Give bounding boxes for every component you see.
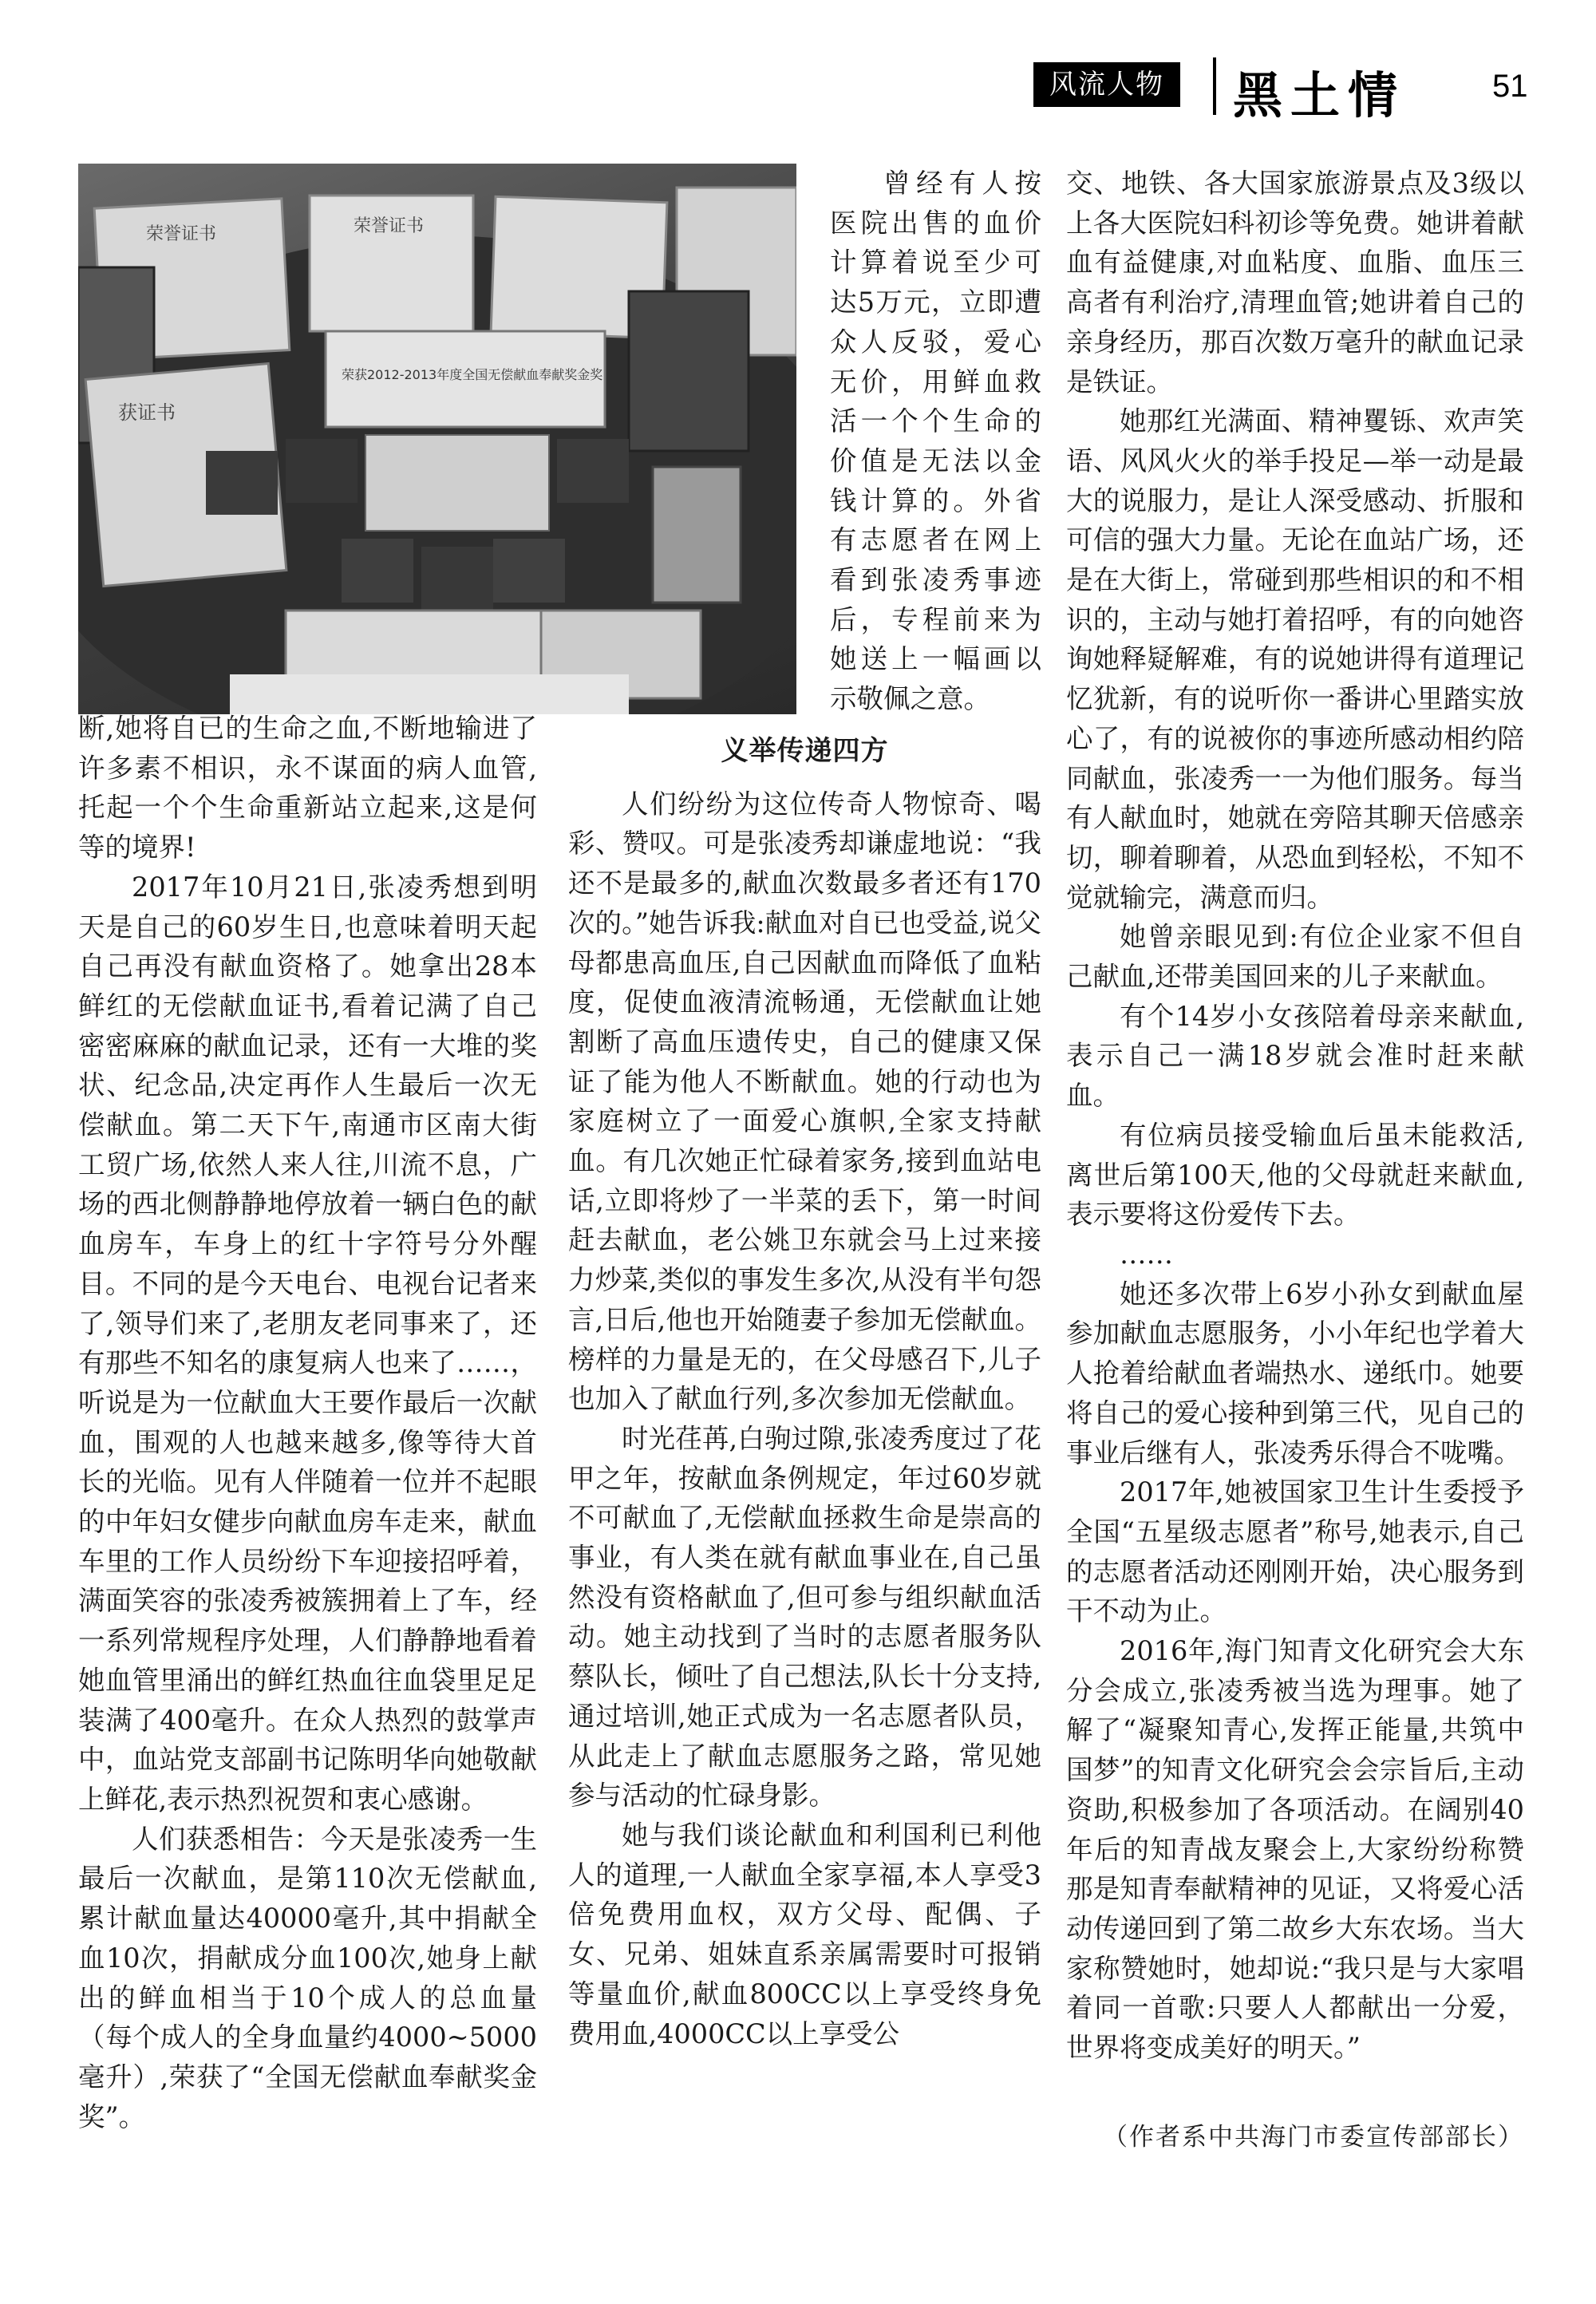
certificate-title-2: 荣誉证书	[354, 216, 425, 236]
paragraph: 人们纷纷为这位传奇人物惊奇、喝彩、赞叹。可是张凌秀却谦虚地说：“我还不是最多的,献血次数最多者还有170次的。”她告诉我:献血对自已也受益,说父母都患高血压,自己因献血而降低了血粘度，促使血液清流畅通，无偿献血让她割断了高血压遗传史，自己的健康又保证了能为他人不断献血。她的行动也为家庭树立了一面爱心旗帜,全家支持献血。有几次她正忙碌着家务,接到血站电话,立即将炒了一半菜的丢下，第一时间赶去献血，老公姚卫东就会马上过来接力炒菜,类似的事发生多次,从没有半句怨言,日后,他也开始随妻子参加无偿献血。榜样的力量是无的，在父母感召下,儿子也加入了献血行列,多次参加无偿献血。	[568, 788, 1041, 1415]
paragraph: 交、地铁、各大国家旅游景点及3级以上各大医院妇科初诊等免费。她讲着献血有益健康,对血粘度、血脂、血压三高者有利治疗,清理血管;她讲着自己的亲身经历，那百次数万毫升的献血记录是铁证。	[1066, 168, 1524, 397]
paragraph: 2017年,她被国家卫生计生委授予全国“五星级志愿者”称号,她表示,自己的志愿者活动还刚刚开始，决心服务到干不动为止。	[1066, 1476, 1524, 1627]
certificates-photo	[78, 164, 796, 714]
paragraph: 她与我们谈论献血和利国利已利他人的道理,一人献血全家享福,本人享受3倍免费用血权，双方父母、配偶、子女、兄弟、姐妹直系亲属需要时可报销等量血价,献血800CC以上享受终身免费用血,4000CC以上享受公	[568, 1819, 1041, 2049]
page-number: 51	[1492, 69, 1528, 104]
author-note: （作者系中共海门市委宣传部部长）	[1103, 2123, 1524, 2152]
certificate-title-3: 获证书	[118, 401, 176, 424]
paragraph: 有位病员接受输血后虽未能救活,离世后第100天,他的父母就赶来献血,表示要将这份爱传下去。	[1066, 1119, 1524, 1231]
paragraph: 2016年,海门知青文化研究会大东分会成立,张凌秀被当选为理事。她了解了“凝聚知青心,发挥正能量,共筑中国梦”的知青文化研究会会宗旨后,主动资助,积极参加了各项活动。在阔别40年后的知青战友聚会上,大家纷纷称赞那是知青奉献精神的见证，又将爱心活动传递回到了第二故乡大东农场。当大家称赞她时，她却说:“我只是与大家唱着同一首歌:只要人人都献出一分爱，世界将变成美好的明天。”	[1066, 1635, 1524, 2064]
section-header	[1033, 57, 1217, 121]
paragraph: 曾经有人按医院出售的血价计算着说至少可达5万元，立即遭众人反驳，爱心无价，用鲜血救活一个个生命的价值是无法以金钱计算的。外省有志愿者在网上看到张凌秀事迹后，专程前来为她送上一幅画以示敬佩之意。	[830, 168, 1041, 715]
column-2-top	[830, 164, 1041, 719]
paragraph: 她曾亲眼见到:有位企业家不但自己献血,还带美国回来的儿子来献血。	[1066, 921, 1524, 993]
paragraph: 断,她将自已的生命之血,不断地输进了许多素不相识，永不谋面的病人血管,托起一个个生命重新站立起来,这是何等的境界!	[78, 713, 537, 864]
magazine-name: 黑土情	[1233, 66, 1406, 124]
certificate-title-1: 荣誉证书	[146, 224, 217, 244]
section-subheading: 义举传递四方	[721, 735, 889, 767]
paragraph: 2017年10月21日,张凌秀想到明天是自己的60岁生日,也意味着明天起自己再没有献血资格了。她拿出28本鲜红的无偿献血证书,看着记满了自己密密麻麻的献血记录，还有一大堆的奖状、纪念品,决定再作人生最后一次无偿献血。第二天下午,南通市区南大街工贸广场,依然人来人往,川流不息，广场的西北侧静静地停放着一辆白色的献血房车，车身上的红十字符号分外醒目。不同的是今天电台、电视台记者来了,领导们来了,老朋友老同事来了，还有那些不知名的康复病人也来了……，听说是为一位献血大王要作最后一次献血，围观的人也越来越多,像等待大首长的光临。见有人伴随着一位并不起眼的中年妇女健步向献血房车走来，献血车里的工作人员纷纷下车迎接招呼着，满面笑容的张凌秀被簇拥着上了车，经一系列常规程序处理，人们静静地看着她血管里涌出的鲜红热血往血袋里足足装满了400毫升。在众人热烈的鼓掌声中，血站党支部副书记陈明华向她敬献上鲜花,表示热烈祝贺和衷心感谢。	[78, 871, 537, 1815]
paragraph: ……	[1120, 1238, 1173, 1270]
section-label: 风流人物	[1033, 62, 1180, 107]
column-2	[568, 722, 1041, 2053]
paragraph: 时光荏苒,白驹过隙,张凌秀度过了花甲之年，按献血条例规定，年过60岁就不可献血了,无偿献血拯救生命是崇高的事业，有人类在就有献血事业在,自己虽然没有资格献血了,但可参与组织献血活动。她主动找到了当时的志愿者服务队蔡队长，倾吐了自己想法,队长十分支持,通过培训,她正式成为一名志愿者队员，从此走上了献血志愿服务之路，常见她参与活动的忙碌身影。	[568, 1422, 1041, 1812]
column-3	[1066, 164, 1524, 2068]
header-divider	[1213, 57, 1216, 115]
paragraph: 她那红光满面、精神矍铄、欢声笑语、风风火火的举手投足—举一动是最大的说服力，是让人深受感动、折服和可信的强大力量。无论在血站广场，还是在大街上，常碰到那些相识的和不相识的，主动与她打着招呼，有的向她咨询她释疑解难，有的说她讲得有道理记忆犹新，有的说听你一番讲心里踏实放心了，有的说被你的事迹所感动相约陪同献血，张凌秀一一为他们服务。每当有人献血时，她就在旁陪其聊天倍感亲切，聊着聊着，从恐血到轻松，不知不觉就输完，满意而归。	[1066, 405, 1524, 913]
paragraph: 她还多次带上6岁小孙女到献血屋参加献血志愿服务，小小年纪也学着大人抢着给献血者端热水、递纸巾。她要将自己的爱心接种到第三代，见自己的事业后继有人，张凌秀乐得合不咙嘴。	[1066, 1278, 1524, 1468]
column-1	[78, 709, 537, 2136]
paragraph: 有个14岁小女孩陪着母亲来献血,表示自己一满18岁就会准时赶来献血。	[1066, 1000, 1524, 1112]
certificates-illustration	[78, 164, 796, 714]
certificate-text: 荣获2012-2013年度全国无偿献血奉献奖金奖	[342, 367, 603, 382]
paragraph: 人们获悉相告：今天是张凌秀一生最后一次献血，是第110次无偿献血,累计献血量达40000毫升,其中捐献全血10次，捐献成分血100次,她身上献出的鲜血相当于10个成人的总血量（每个成人的全身血量约4000~5000毫升）,荣获了“全国无偿献血奉献奖金奖”。	[78, 1823, 537, 2132]
